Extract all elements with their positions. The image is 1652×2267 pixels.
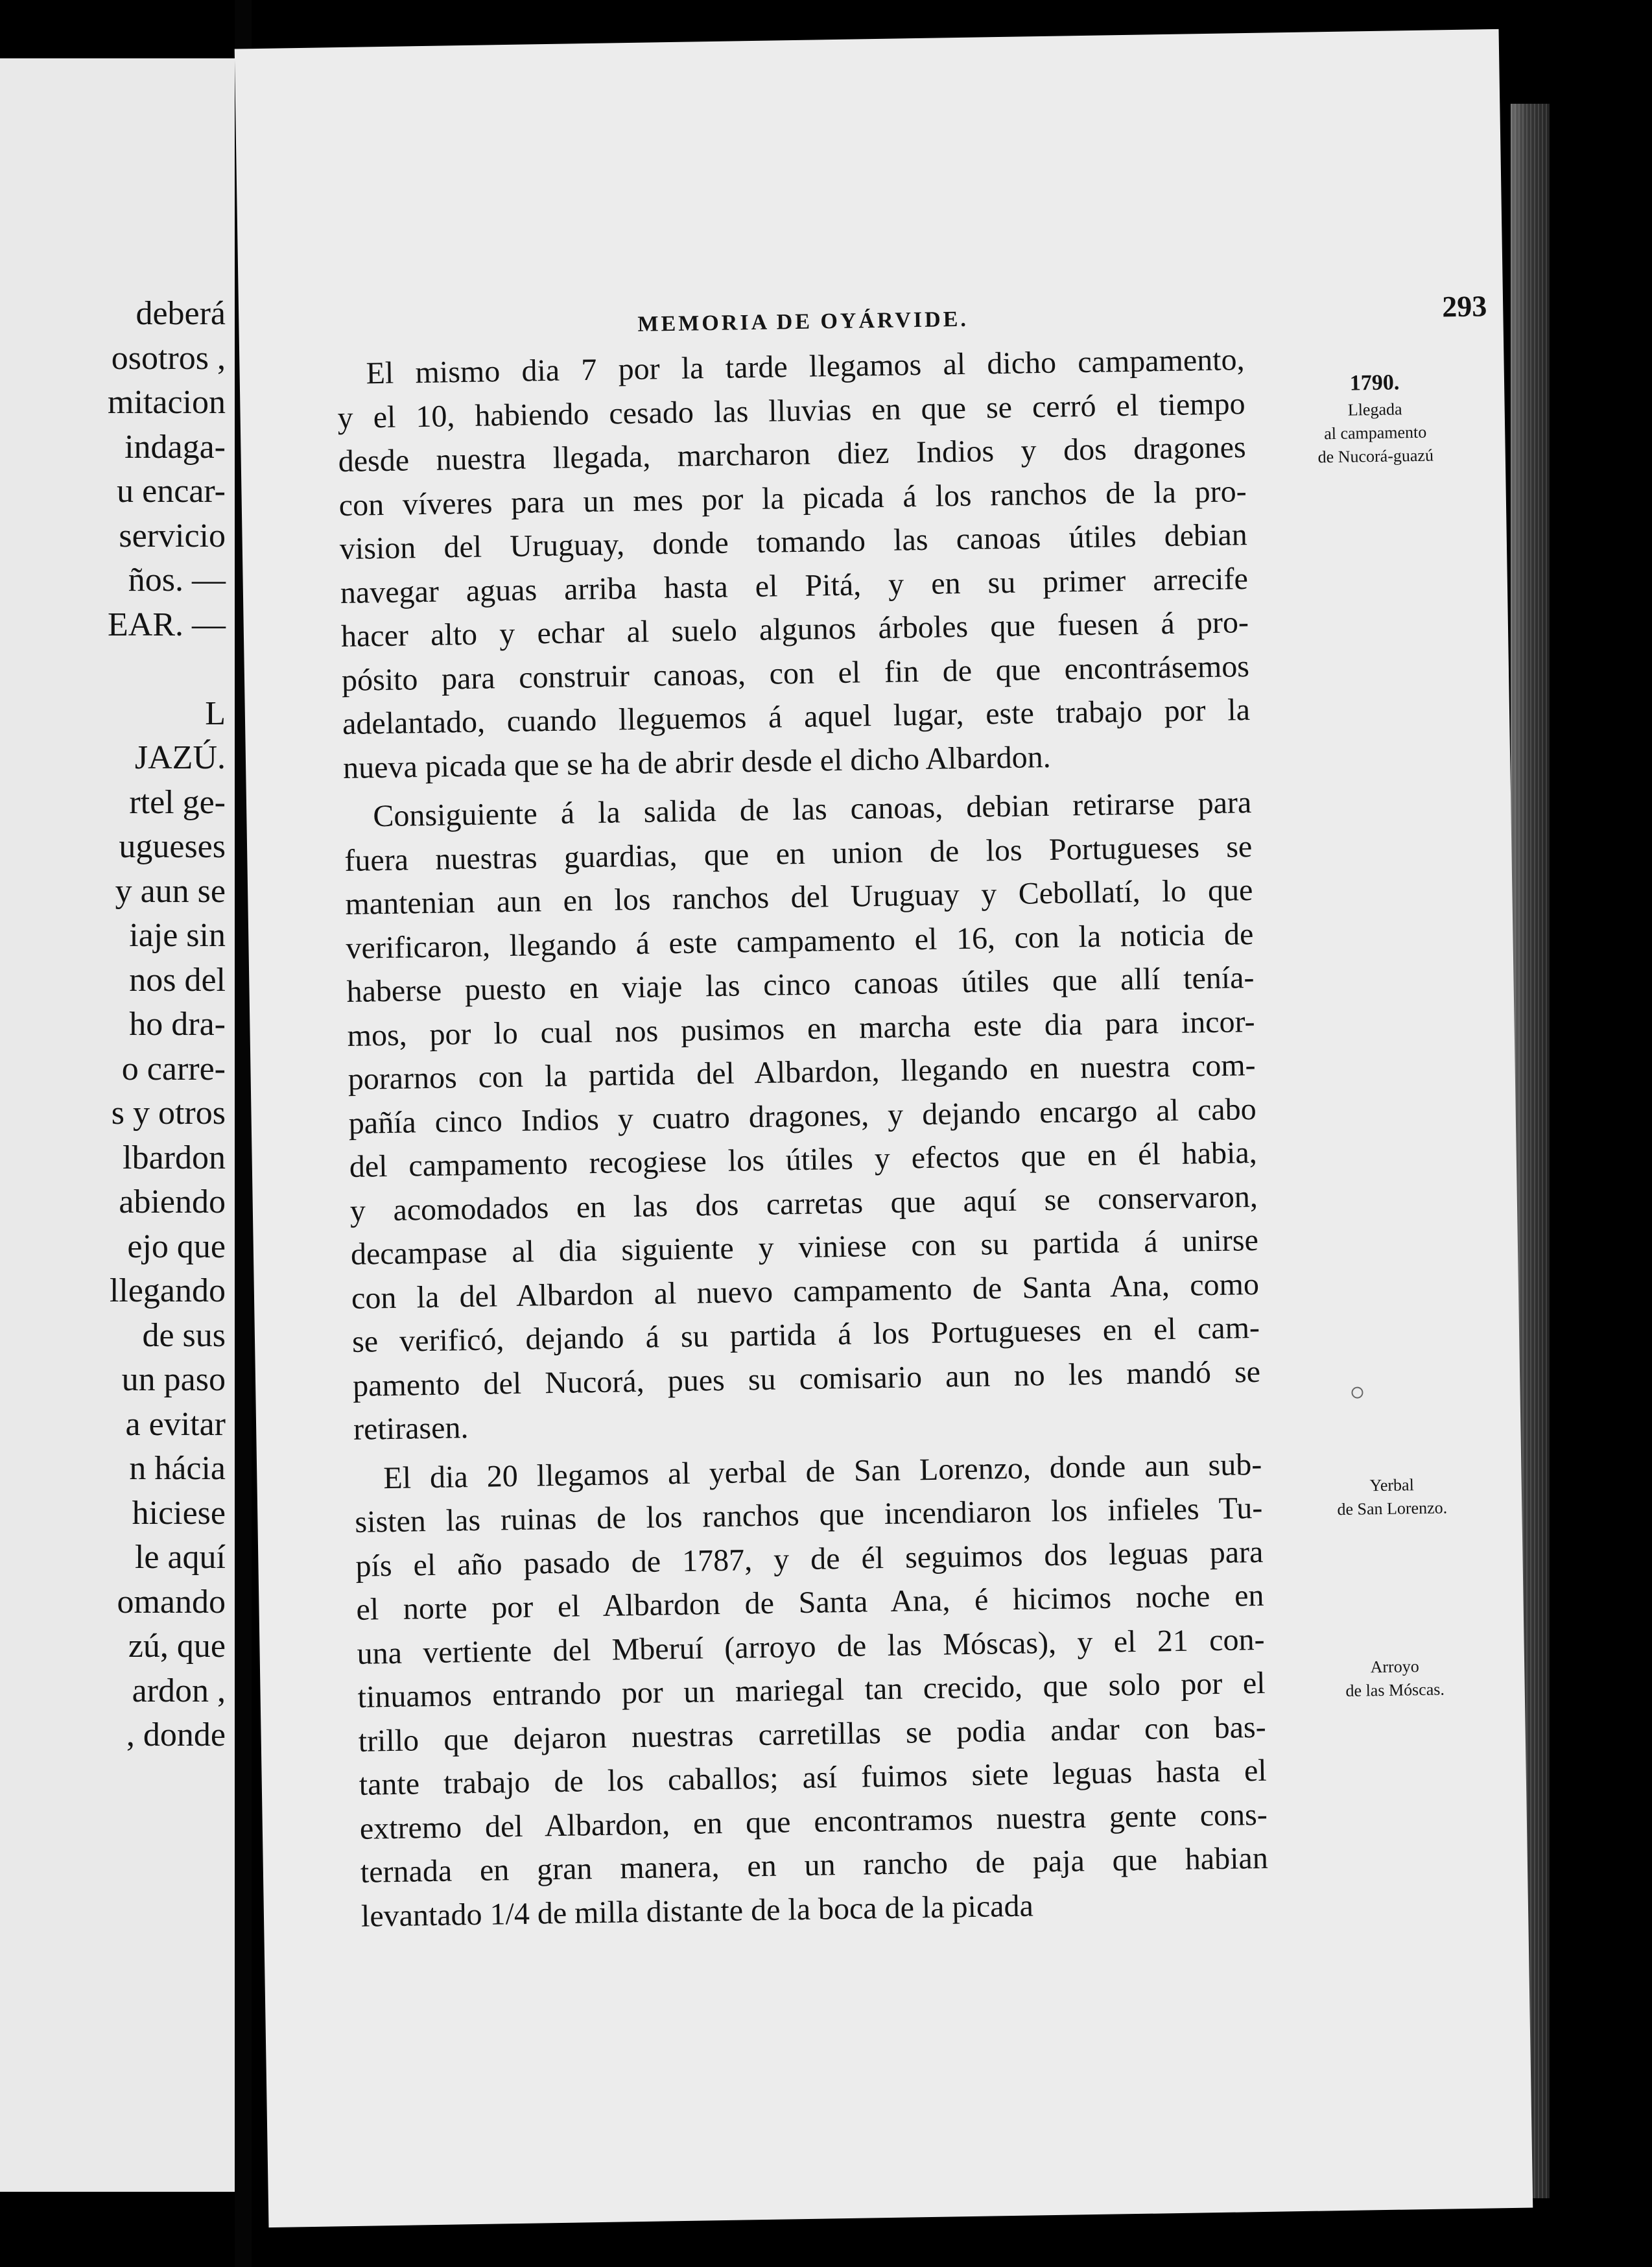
left-page-line: omando — [117, 1583, 226, 1620]
text-line: trillo que dejaron nuestras carretillas se podia andar con bas- — [358, 1709, 1266, 1759]
left-page-line: llegando — [109, 1272, 226, 1309]
margin-note-line: Llegada — [1347, 399, 1402, 420]
text-line: adelantado, cuando lleguemos á aquel lugar, este trabajo por la — [342, 693, 1251, 742]
left-page-line: L — [205, 694, 226, 732]
text-line: del campamento recogiese los útiles y efectos que en él habia, — [349, 1135, 1258, 1184]
text-line: pamento del Nucorá, pues su comisario aun no les mandó se — [352, 1354, 1261, 1403]
text-line: nueva picada que se ha de abrir desde el dicho Albardon. — [342, 739, 1052, 785]
left-page-line: s y otros — [111, 1095, 226, 1132]
margin-note-line: de las Móscas. — [1345, 1679, 1445, 1700]
left-page-line: EAR. — — [108, 606, 226, 643]
left-page-line: zú, que — [128, 1628, 226, 1665]
left-page-line: lbardon — [123, 1139, 226, 1176]
text-line: pósito para construir canoas, con el fin de que encontrásemos — [341, 648, 1250, 698]
left-page-line: deberá — [136, 295, 226, 332]
left-page-line: un paso — [121, 1361, 226, 1398]
text-line: vision del Uruguay, donde tomando las canoas útiles debian — [339, 517, 1248, 567]
text-line: El mismo dia 7 por la tarde llegamos al dicho campamento, — [366, 342, 1245, 391]
left-page-line: servicio — [119, 517, 226, 554]
left-page-line: indaga- — [124, 428, 226, 466]
text-line: con la del Albardon al nuevo campamento de Santa Ana, como — [351, 1266, 1260, 1316]
text-line: mos, por lo cual nos pusimos en marcha este dia para incor- — [347, 1004, 1255, 1053]
text-line: Consiguiente á la salida de las canoas, debian retirarse para — [372, 785, 1252, 834]
previous-page — [0, 58, 235, 2192]
left-page-line: ardon , — [132, 1672, 226, 1709]
text-line: extremo del Albardon, en que encontramos nuestra gente cons- — [359, 1797, 1268, 1846]
left-page-line: osotros , — [111, 339, 226, 377]
left-page-line: ños. — — [128, 562, 226, 599]
left-page-line: abiendo — [119, 1183, 226, 1220]
text-line: navegar aguas arriba hasta el Pitá, y en su primer arrecife — [340, 561, 1249, 610]
left-page-line: y aun se — [115, 872, 226, 910]
margin-note-llegada — [1277, 367, 1473, 470]
paragraph — [336, 338, 1251, 790]
text-line: tinuamos entrando por un mariegal tan crecido, que solo por el — [357, 1665, 1266, 1715]
text-line: levantado 1/4 de milla distante de la boca de la picada — [360, 1888, 1034, 1934]
left-page-line: rtel ge- — [129, 783, 226, 821]
left-page-line: le aquí — [134, 1539, 226, 1576]
margin-note-line: al campamento — [1323, 422, 1427, 444]
paragraph — [354, 1442, 1269, 1938]
left-page-line: ugueses — [119, 828, 226, 865]
margin-note-line: Yerbal — [1369, 1475, 1415, 1495]
margin-note-year: 1790. — [1349, 370, 1400, 396]
left-page-line: nos del — [129, 961, 226, 999]
text-line: tante trabajo de los caballos; así fuimos siete leguas hasta el — [359, 1753, 1268, 1802]
text-line: El dia 20 llegamos al yerbal de San Lorenzo, donde aun sub- — [383, 1447, 1262, 1495]
text-line: una vertiente del Mberuí (arroyo de las Móscas), y el 21 con- — [357, 1622, 1265, 1671]
margin-note-line: de Nucorá-guazú — [1317, 445, 1434, 467]
left-page-line: u encar- — [117, 473, 226, 510]
left-page-line: de sus — [142, 1316, 226, 1354]
left-page-line: hiciese — [132, 1494, 226, 1532]
left-page-line: o carre- — [121, 1050, 226, 1087]
text-line: se verificó, dejando á su partida á los Portugueses en el cam- — [351, 1310, 1260, 1359]
running-title: MEMORIA DE OYÁRVIDE. — [637, 307, 969, 337]
text-line: pañía cinco Indios y cuatro dragones, y dejando encargo al cabo — [348, 1091, 1257, 1141]
margin-note-yerbal — [1294, 1472, 1489, 1522]
text-line: con víveres para un mes por la picada á los ranchos de la pro- — [338, 473, 1247, 523]
left-page-line: n hácia — [129, 1450, 226, 1487]
text-line: mantenian aun en los ranchos del Uruguay y Cebollatí, lo que — [345, 873, 1253, 921]
margin-note-line: de San Lorenzo. — [1337, 1498, 1448, 1519]
text-line: porarnos con la partida del Albardon, llegando en nuestra com- — [348, 1047, 1256, 1097]
text-line: sisten las ruinas de los ranchos que incendiaron los infieles Tu- — [355, 1490, 1263, 1539]
left-page-line: ho dra- — [129, 1006, 226, 1043]
margin-note-arroyo — [1297, 1654, 1493, 1703]
text-line: el norte por el Albardon de Santa Ana, é hicimos noche en — [356, 1578, 1264, 1627]
text-line: y el 10, habiendo cesado las lluvias en que se cerró el tiempo — [337, 386, 1245, 435]
text-line: desde nuestra llegada, marcharon diez Indios y dos dragones — [338, 430, 1246, 479]
body-text — [336, 338, 1269, 1943]
ink-mark — [1351, 1386, 1363, 1398]
text-line: pís el año pasado de 1787, y de él seguimos dos leguas para — [355, 1534, 1264, 1584]
text-line: retirasen. — [353, 1410, 469, 1447]
left-page-line: JAZÚ. — [134, 739, 226, 776]
left-page-line: iaje sin — [129, 917, 226, 954]
text-line: hacer alto y echar al suelo algunos árboles que fuesen á pro- — [340, 605, 1249, 654]
paragraph — [344, 781, 1262, 1451]
margin-note-line: Arroyo — [1370, 1657, 1419, 1677]
book-page — [235, 29, 1533, 2227]
text-line: ternada en gran manera, en un rancho de paja que habian — [360, 1840, 1269, 1890]
text-line: verificaron, llegando á este campamento el 16, con la noticia de — [346, 916, 1254, 966]
text-line: haberse puesto en viaje las cinco canoas útiles que allí tenía- — [346, 960, 1255, 1009]
left-page-line: mitacion — [108, 384, 226, 421]
page-number: 293 — [1441, 289, 1487, 324]
left-page-line: , donde — [126, 1716, 226, 1753]
text-line: fuera nuestras guardias, que en union de los Portugueses se — [344, 829, 1253, 878]
left-page-line: a evitar — [125, 1405, 226, 1443]
text-line: y acomodados en las dos carretas que aquí se conservaron, — [349, 1179, 1258, 1228]
left-page-line: ejo que — [127, 1228, 226, 1265]
text-line: decampase al dia siguiente y viniese con su partida á unirse — [350, 1222, 1259, 1272]
